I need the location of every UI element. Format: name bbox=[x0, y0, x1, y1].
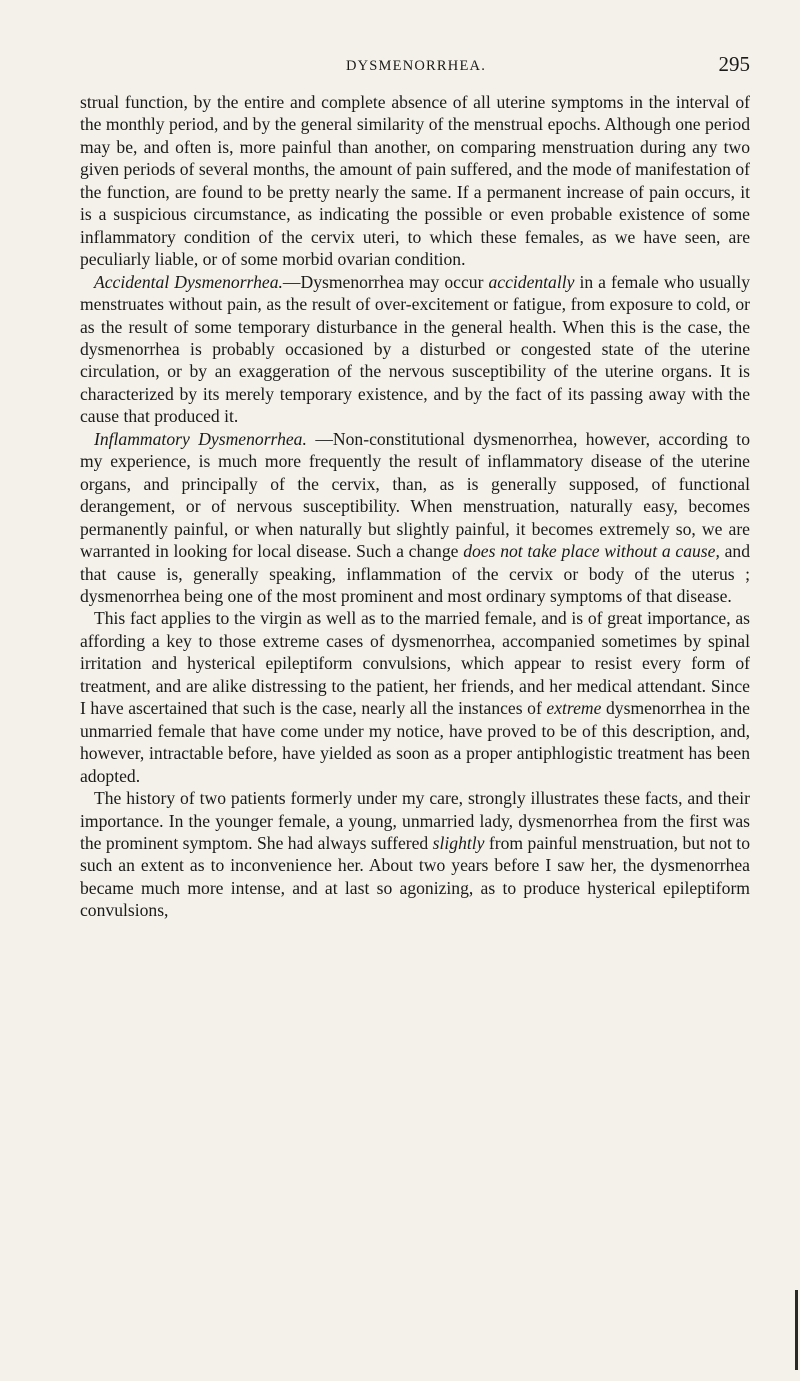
paragraph-inflammatory-dysmenorrhea bbox=[80, 428, 750, 608]
section-heading-accidental: Accidental Dysmenorrhea. bbox=[94, 271, 283, 292]
emphasis-text: extreme bbox=[546, 698, 602, 719]
emphasis-text: slightly bbox=[432, 832, 485, 853]
page-number: 295 bbox=[718, 52, 750, 76]
section-heading-inflammatory: Inflammatory Dysmenorrhea. bbox=[94, 428, 307, 449]
page-edge-mark bbox=[795, 1290, 798, 1370]
emphasis-text: does not take place without a cause, bbox=[463, 541, 720, 562]
paragraph-text: strual function, by the entire and complete absence of all uterine symptoms in the interval of the monthly period, and by the general similarity of the menstrual epochs. Although one period may be, and often is, more painful than another, on comparing menstruation during any two given periods of several months, the amount of pain suffered, and the mode of manifestation of the function, are found to be pretty nearly the same. If a permanent increase of pain occurs, it is a suspicious circumstance, as indicating the possible or even probable existence of some inflammatory condition of the cervix uteri, to which these females, as we have seen, are peculiarly liable, or of some morbid ovarian condition. bbox=[80, 92, 750, 270]
paragraph-text: —Dysmenorrhea may occur bbox=[282, 271, 489, 292]
paragraph-text: and that cause is, generally speaking, inflammation of the cervix or body of the uterus ; dysmenorrhea being one of the most prominent and most ordinary symptoms of that disease. bbox=[80, 541, 750, 606]
running-head bbox=[82, 52, 750, 78]
paragraph-continued bbox=[80, 91, 750, 271]
body-text bbox=[80, 91, 750, 922]
paragraph-accidental-dysmenorrhea bbox=[80, 271, 750, 428]
paragraph-text: The history of two patients formerly under my care, strongly illustrates these facts, and their importance. In the younger female, a young, unmarried lady, dysmenorrhea from the first was the prominent symptom. She had always suffered bbox=[80, 788, 750, 853]
paragraph-text: —Non-constitutional dysmenorrhea, however, according to my experience, is much more frequently the result of inflammatory disease of the uterine organs, and principally of the cervix, than, as is generally supposed, of functional derangement, or of nervous susceptibility. When menstruation, naturally easy, becomes permanently painful, or when naturally but slightly painful, it becomes extremely so, we are warranted in looking for local disease. Such a change bbox=[80, 428, 750, 562]
paragraph-text: This fact applies to the virgin as well as to the married female, and is of great importance, as affording a key to those extreme cases of dysmenorrhea, accompanied sometimes by spinal irritation and hysterical epileptiform convulsions, which appear to resist every form of treatment, and are alike distressing to the patient, her friends, and her medical attendant. Since I have ascertained that such is the case, nearly all the instances of bbox=[80, 608, 750, 719]
emphasis-text: accidentally bbox=[488, 271, 575, 292]
paragraph-virgin-married bbox=[80, 607, 750, 787]
paragraph-text: in a female who usually menstruates without pain, as the result of over-excitement or fatigue, from exposure to cold, or as the result of some temporary disturbance in the general health. When this is the case, the dysmenorrhea is probably occasioned by a disturbed or congested state of the uterine circulation, or by an exaggeration of the nervous susceptibility of the uterine organs. It is characterized by its merely temporary existence, and by the fact of its passing away with the cause that produced it. bbox=[80, 271, 750, 427]
paragraph-patient-history bbox=[80, 787, 750, 922]
paragraph-text: from painful menstruation, but not to such an extent as to inconvenience her. About two years before I saw her, the dysmenorrhea became much more intense, and at last so agonizing, as to produce hysterical epileptiform convulsions, bbox=[80, 832, 750, 921]
paragraph-text: dysmenorrhea in the unmarried female that have come under my notice, have proved to be of this description, and, however, intractable before, have yielded as soon as a proper antiphlogistic treatment has been adopted. bbox=[80, 698, 750, 786]
running-title: DYSMENORRHEA. bbox=[345, 58, 487, 74]
